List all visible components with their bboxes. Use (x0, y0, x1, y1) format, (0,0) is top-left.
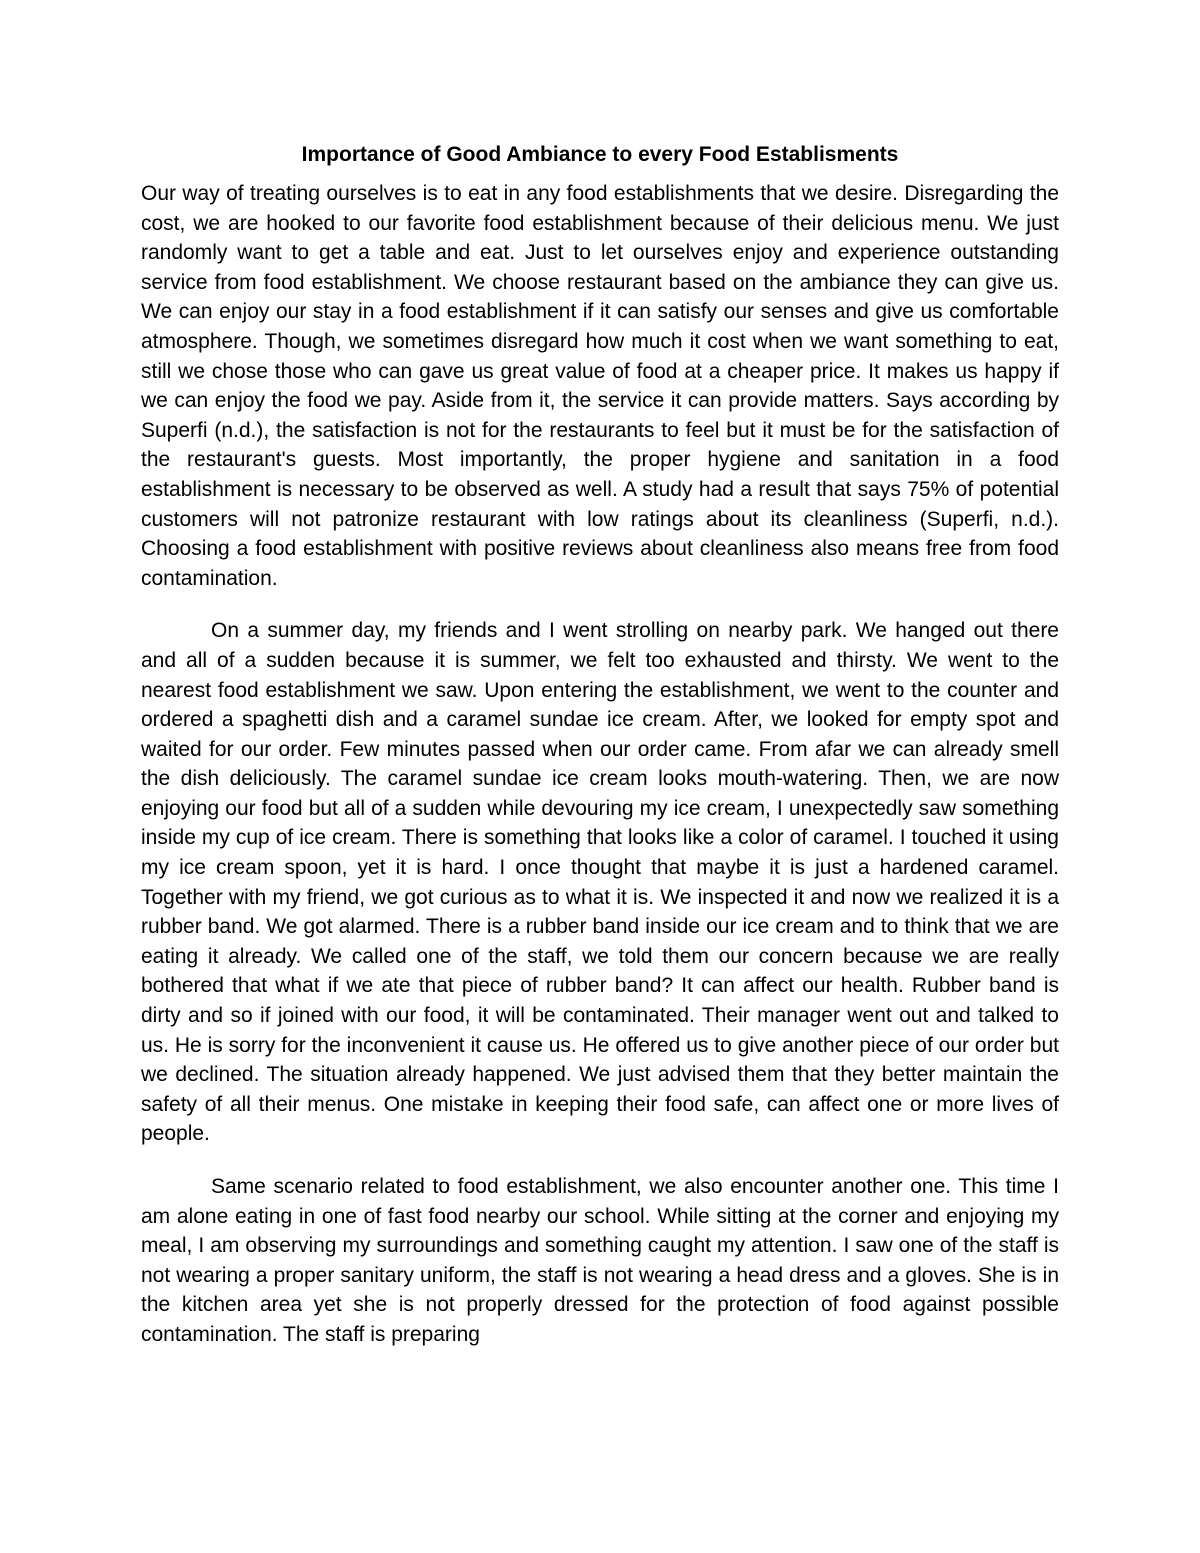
paragraph-intro: Our way of treating ourselves is to eat in any food establishments that we desire. Disregarding the cost, we are hooked to our favorite food establishment because of their delicious menu. We just randomly want to get a table and eat. Just to let ourselves enjoy and experience outstanding service from food establishment. We choose restaurant based on the ambiance they can give us. We can enjoy our stay in a food establishment if it can satisfy our senses and give us comfortable atmosphere. Though, we sometimes disregard how much it cost when we want something to eat, still we chose those who can gave us great value of food at a cheaper price. It makes us happy if we can enjoy the food we pay. Aside from it, the service it can provide matters. Says according by Superfi (n.d.), the satisfaction is not for the restaurants to feel but it must be for the satisfaction of the restaurant's guests. Most importantly, the proper hygiene and sanitation in a food establishment is necessary to be observed as well. A study had a result that says 75% of potential customers will not patronize restaurant with low ratings about its cleanliness (Superfi, n.d.). Choosing a food establishment with positive reviews about cleanliness also means free from food contamination. (141, 182, 1059, 590)
document-title: Importance of Good Ambiance to every Food Establisments (301, 143, 899, 166)
paragraph-summer-day: On a summer day, my friends and I went strolling on nearby park. We hanged out there and all of a sudden because it is summer, we felt too exhausted and thirsty. We went to the nearest food establishment we saw. Upon entering the establishment, we went to the counter and ordered a spaghetti dish and a caramel sundae ice cream. After, we looked for empty spot and waited for our order. Few minutes passed when our order came. From afar we can already smell the dish deliciously. The caramel sundae ice cream looks mouth-watering. Then, we are now enjoying our food but all of a sudden while devouring my ice cream, I unexpectedly saw something inside my cup of ice cream. There is something that looks like a color of caramel. I touched it using my ice cream spoon, yet it is hard. I once thought that maybe it is just a hardened caramel. Together with my friend, we got curious as to what it is. We inspected it and now we realized it is a rubber band. We got alarmed. There is a rubber band inside our ice cream and to think that we are eating it already. We called one of the staff, we told them our concern because we are really bothered that what if we ate that piece of rubber band? It can affect our health. Rubber band is dirty and so if joined with our food, it will be contaminated. Their manager went out and talked to us. He is sorry for the inconvenient it cause us. He offered us to give another piece of our order but we declined. The situation already happened. We just advised them that they better maintain the safety of all their menus. One mistake in keeping their food safe, can affect one or more lives of people. (141, 619, 1059, 1146)
document-body (141, 140, 1059, 1350)
paragraph-fast-food: Same scenario related to food establishment, we also encounter another one. This time I am alone eating in one of fast food nearby our school. While sitting at the corner and enjoying my meal, I am observing my surroundings and something caught my attention. I saw one of the staff is not wearing a proper sanitary uniform, the staff is not wearing a head dress and a gloves. She is in the kitchen area yet she is not properly dressed for the protection of food against possible contamination. The staff is preparing (141, 1175, 1059, 1346)
